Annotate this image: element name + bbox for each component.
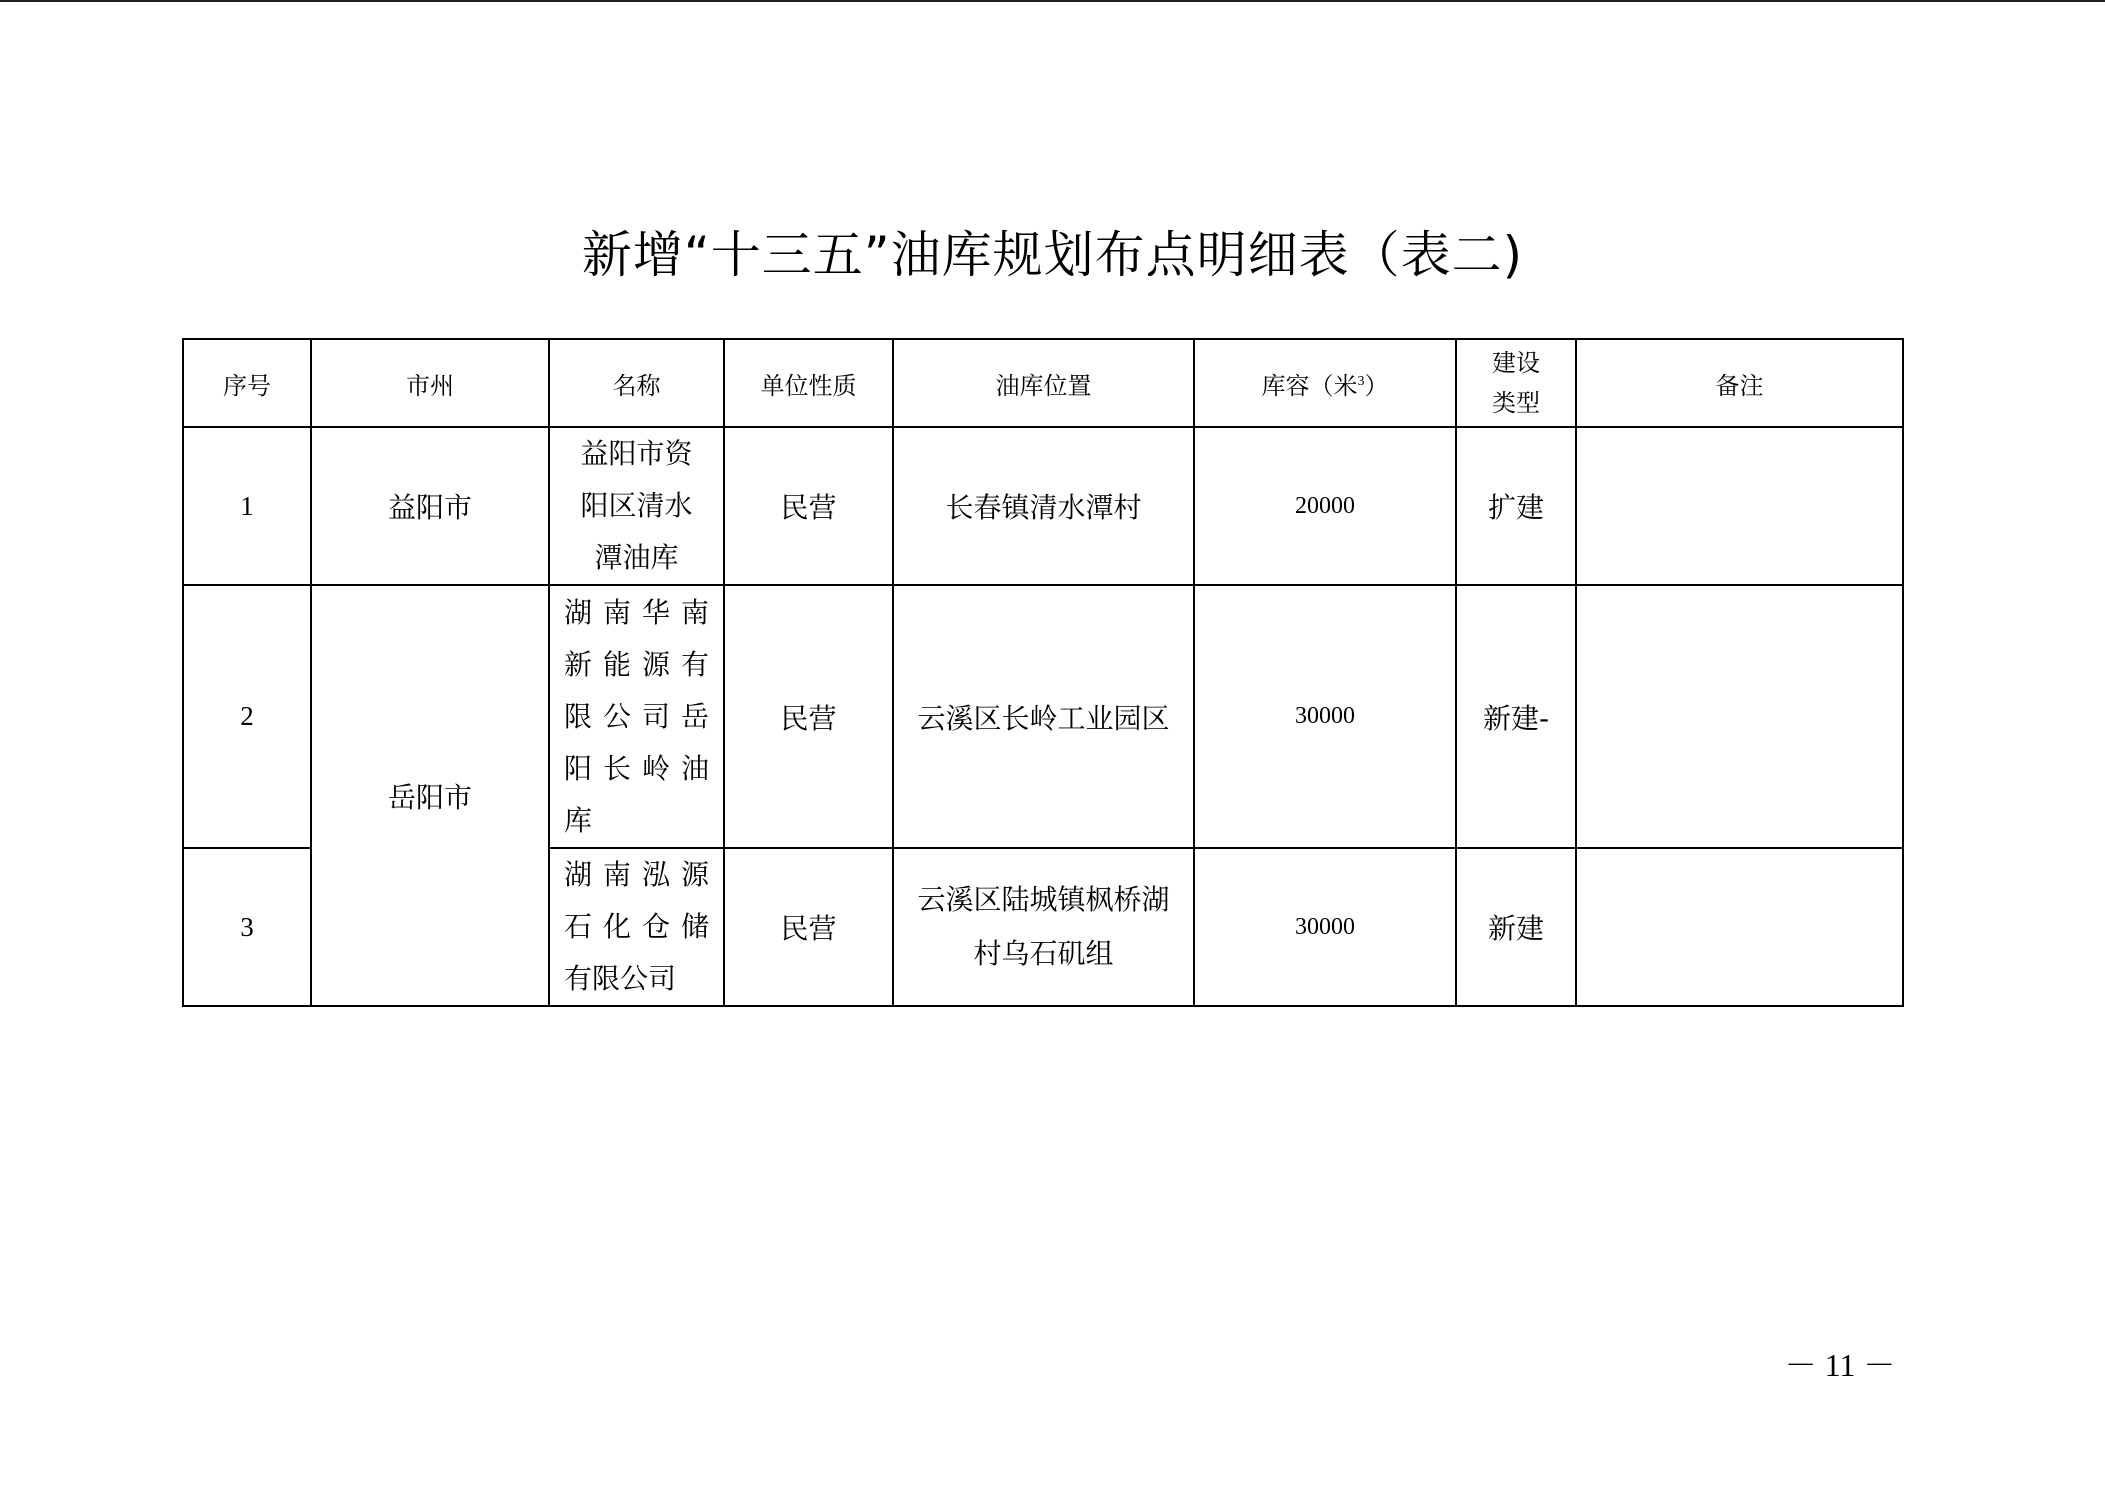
row-name-line: 库	[564, 803, 593, 837]
header-capacity-label: 库容（米	[1261, 371, 1358, 400]
row-seq: 2	[183, 585, 311, 848]
row-name	[549, 427, 724, 585]
header-capacity	[1194, 339, 1456, 427]
row-remark	[1576, 427, 1903, 585]
header-capacity-close: ）	[1364, 371, 1389, 400]
table-row	[183, 427, 1903, 585]
row-seq: 1	[183, 427, 311, 585]
row-remark	[1576, 848, 1903, 1006]
row-build-type: 扩建	[1456, 427, 1576, 585]
header-unit-type: 单位性质	[724, 339, 893, 427]
row-name-line: 湖南华南	[564, 595, 709, 629]
header-location: 油库位置	[893, 339, 1194, 427]
row-name-line: 阳区清水	[580, 489, 693, 522]
header-build-line2: 类型	[1492, 389, 1540, 417]
row-build-type: 新建	[1456, 848, 1576, 1006]
row-city: 岳阳市	[311, 585, 549, 1006]
header-build-line1: 建设	[1492, 349, 1540, 377]
table-row	[183, 585, 1903, 848]
row-name-line: 新能源有	[564, 647, 709, 681]
row-location: 云溪区长岭工业园区	[893, 585, 1194, 848]
row-name-line: 限公司岳	[564, 699, 709, 733]
oil-depot-plan-table	[182, 338, 1904, 1007]
row-seq: 3	[183, 848, 311, 1006]
row-build-type: 新建-	[1456, 585, 1576, 848]
row-remark	[1576, 585, 1903, 848]
row-location	[893, 848, 1194, 1006]
page-number: － 11 －	[1784, 1347, 1896, 1383]
row-name-line: 石化仓储	[564, 910, 709, 943]
header-remark: 备注	[1576, 339, 1903, 427]
header-build-type	[1456, 339, 1576, 427]
row-name-line: 湖南泓源	[564, 858, 709, 891]
row-capacity: 20000	[1194, 427, 1456, 585]
row-name-line: 益阳市资	[580, 437, 693, 470]
table-header-row	[183, 339, 1903, 427]
row-location-line: 云溪区陆城镇枫桥湖	[917, 883, 1170, 916]
row-unit-type: 民营	[724, 427, 893, 585]
row-capacity: 30000	[1194, 848, 1456, 1006]
top-border-rule	[0, 0, 2105, 2]
row-name-line: 阳长岭油	[564, 751, 709, 785]
row-unit-type: 民营	[724, 848, 893, 1006]
row-name-line: 有限公司	[564, 962, 677, 995]
row-name-line: 潭油库	[594, 541, 679, 574]
row-location-line: 村乌石矶组	[973, 937, 1114, 970]
row-unit-type: 民营	[724, 585, 893, 848]
header-seq: 序号	[183, 339, 311, 427]
page-title: 新增“十三五”油库规划布点明细表（表二)	[581, 226, 1524, 284]
header-capacity-superscript: 3	[1357, 373, 1365, 389]
header-name: 名称	[549, 339, 724, 427]
row-name	[549, 848, 724, 1006]
row-city: 益阳市	[311, 427, 549, 585]
header-city: 市州	[311, 339, 549, 427]
row-name	[549, 585, 724, 848]
row-location: 长春镇清水潭村	[893, 427, 1194, 585]
row-capacity: 30000	[1194, 585, 1456, 848]
